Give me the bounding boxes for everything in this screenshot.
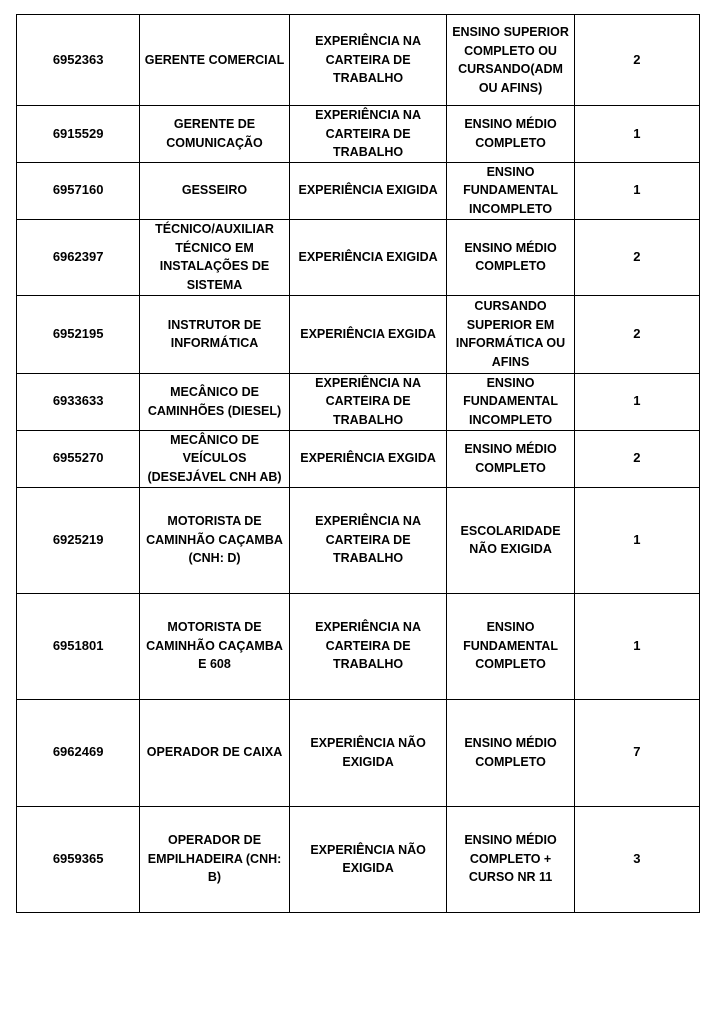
experience-cell: EXPERIÊNCIA NÃO EXIGIDA <box>289 806 447 912</box>
table-row <box>17 219 700 295</box>
experience-cell: EXPERIÊNCIA NÃO EXIGIDA <box>289 699 447 806</box>
job-code-cell: 6962397 <box>17 219 140 295</box>
job-title-cell: OPERADOR DE CAIXA <box>140 699 290 806</box>
education-cell: ENSINO SUPERIOR COMPLETO OU CURSANDO(ADM OU AFINS) <box>447 15 574 106</box>
education-cell: ENSINO FUNDAMENTAL INCOMPLETO <box>447 373 574 430</box>
openings-cell: 1 <box>574 106 699 163</box>
job-code-cell: 6933633 <box>17 373 140 430</box>
job-title-cell: INSTRUTOR DE INFORMÁTICA <box>140 295 290 373</box>
job-title-cell: TÉCNICO/AUXILIAR TÉCNICO EM INSTALAÇÕES DE SISTEMA <box>140 219 290 295</box>
experience-cell: EXPERIÊNCIA NA CARTEIRA DE TRABALHO <box>289 373 447 430</box>
job-title-cell: MOTORISTA DE CAMINHÃO CAÇAMBA E 608 <box>140 593 290 699</box>
experience-cell: EXPERIÊNCIA EXIGIDA <box>289 219 447 295</box>
openings-cell: 1 <box>574 373 699 430</box>
openings-cell: 1 <box>574 162 699 219</box>
table-row <box>17 593 700 699</box>
job-title-cell: MECÂNICO DE VEÍCULOS (DESEJÁVEL CNH AB) <box>140 430 290 487</box>
job-openings-table <box>16 14 700 913</box>
job-title-cell: GESSEIRO <box>140 162 290 219</box>
job-title-cell: MECÂNICO DE CAMINHÕES (DIESEL) <box>140 373 290 430</box>
education-cell: CURSANDO SUPERIOR EM INFORMÁTICA OU AFINS <box>447 295 574 373</box>
education-cell: ENSINO FUNDAMENTAL INCOMPLETO <box>447 162 574 219</box>
openings-cell: 3 <box>574 806 699 912</box>
experience-cell: EXPERIÊNCIA NA CARTEIRA DE TRABALHO <box>289 15 447 106</box>
education-cell: ENSINO FUNDAMENTAL COMPLETO <box>447 593 574 699</box>
experience-cell: EXPERIÊNCIA EXIGIDA <box>289 162 447 219</box>
education-cell: ENSINO MÉDIO COMPLETO <box>447 106 574 163</box>
job-title-cell: GERENTE DE COMUNICAÇÃO <box>140 106 290 163</box>
openings-cell: 2 <box>574 15 699 106</box>
experience-cell: EXPERIÊNCIA EXGIDA <box>289 295 447 373</box>
table-row <box>17 699 700 806</box>
job-code-cell: 6952195 <box>17 295 140 373</box>
job-code-cell: 6955270 <box>17 430 140 487</box>
openings-cell: 1 <box>574 487 699 593</box>
openings-cell: 2 <box>574 219 699 295</box>
job-code-cell: 6962469 <box>17 699 140 806</box>
education-cell: ENSINO MÉDIO COMPLETO <box>447 699 574 806</box>
job-title-cell: GERENTE COMERCIAL <box>140 15 290 106</box>
experience-cell: EXPERIÊNCIA NA CARTEIRA DE TRABALHO <box>289 487 447 593</box>
education-cell: ESCOLARIDADE NÃO EXIGIDA <box>447 487 574 593</box>
table-row <box>17 106 700 163</box>
experience-cell: EXPERIÊNCIA EXGIDA <box>289 430 447 487</box>
job-code-cell: 6952363 <box>17 15 140 106</box>
openings-cell: 2 <box>574 295 699 373</box>
job-title-cell: MOTORISTA DE CAMINHÃO CAÇAMBA (CNH: D) <box>140 487 290 593</box>
table-row <box>17 806 700 912</box>
education-cell: ENSINO MÉDIO COMPLETO <box>447 430 574 487</box>
table-row <box>17 430 700 487</box>
experience-cell: EXPERIÊNCIA NA CARTEIRA DE TRABALHO <box>289 593 447 699</box>
table-row <box>17 487 700 593</box>
openings-cell: 1 <box>574 593 699 699</box>
job-code-cell: 6959365 <box>17 806 140 912</box>
openings-cell: 2 <box>574 430 699 487</box>
experience-cell: EXPERIÊNCIA NA CARTEIRA DE TRABALHO <box>289 106 447 163</box>
job-code-cell: 6915529 <box>17 106 140 163</box>
table-row <box>17 295 700 373</box>
job-code-cell: 6951801 <box>17 593 140 699</box>
table-row <box>17 162 700 219</box>
job-code-cell: 6957160 <box>17 162 140 219</box>
job-title-cell: OPERADOR DE EMPILHADEIRA (CNH: B) <box>140 806 290 912</box>
openings-cell: 7 <box>574 699 699 806</box>
table-row <box>17 15 700 106</box>
education-cell: ENSINO MÉDIO COMPLETO <box>447 219 574 295</box>
table-row <box>17 373 700 430</box>
job-code-cell: 6925219 <box>17 487 140 593</box>
education-cell: ENSINO MÉDIO COMPLETO + CURSO NR 11 <box>447 806 574 912</box>
